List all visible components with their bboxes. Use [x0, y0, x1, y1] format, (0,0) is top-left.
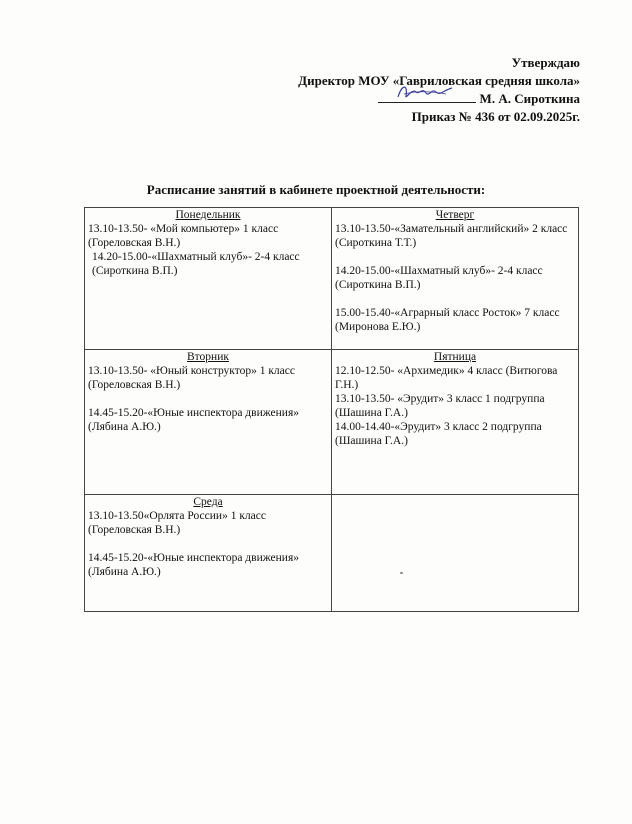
- day-heading-thursday: Четверг: [435, 209, 475, 221]
- schedule-entry: 15.00-15.40-«Аграрный класс Росток» 7 класс (Миронова Е.Ю.): [335, 307, 560, 333]
- day-heading-wednesday: Среда: [193, 496, 223, 508]
- cell-wednesday: [85, 495, 332, 612]
- schedule-entry: 13.10-13.50«Орлята России» 1 класс (Гореловская В.Н.): [88, 510, 266, 536]
- signature-scribble: [396, 82, 456, 102]
- order-reference: Приказ № 436 от 02.09.2025г.: [411, 109, 580, 124]
- cell-empty: [332, 495, 579, 612]
- schedule-entry: 13.10-13.50- «Мой компьютер» 1 класс (Гореловская В.Н.): [88, 223, 279, 249]
- schedule-entry: 13.10-13.50-«Замательный английский» 2 класс (Сироткина Т.Т.): [335, 223, 568, 249]
- schedule-entry: 14.20-15.00-«Шахматный клуб»- 2-4 класс (Сироткина В.П.): [92, 251, 300, 277]
- schedule-entry: 13.10-13.50- «Эрудит» 3 класс 1 подгруппа (Шашина Г.А.): [335, 393, 545, 419]
- schedule-entry: 14.45-15.20-«Юные инспектора движения» (Лябина А.Ю.): [88, 407, 299, 433]
- day-heading-friday: Пятница: [433, 351, 477, 363]
- signatory-name: М. А. Сироткина: [479, 91, 580, 106]
- document-title: Расписание занятий в кабинете проектной деятельности:: [146, 182, 486, 197]
- cell-monday: [85, 208, 332, 350]
- approval-block: [298, 54, 580, 126]
- approval-heading: Утверждаю: [511, 55, 580, 70]
- cell-friday: [332, 350, 579, 495]
- scan-speck: [400, 572, 403, 574]
- schedule-table: [84, 207, 579, 612]
- schedule-entry: 12.10-12.50- «Архимедик» 4 класс (Витюгова Г.Н.): [335, 365, 558, 391]
- schedule-entry: 14.00-14.40-«Эрудит» 3 класс 2 подгруппа (Шашина Г.А.): [335, 421, 542, 447]
- schedule-entry: 14.45-15.20-«Юные инспектора движения» (Лябина А.Ю.): [88, 552, 299, 578]
- approval-position: Директор МОУ «Гавриловская средняя школа»: [298, 73, 580, 88]
- signature-line: [378, 90, 476, 103]
- schedule-entry: 13.10-13.50- «Юный конструктор» 1 класс (Гореловская В.Н.): [88, 365, 295, 391]
- day-heading-monday: Понедельник: [175, 209, 241, 221]
- table-row: [85, 208, 579, 350]
- signature-row: [298, 90, 580, 108]
- cell-thursday: [332, 208, 579, 350]
- table-row: [85, 350, 579, 495]
- schedule-entry: 14.20-15.00-«Шахматный клуб»- 2-4 класс (Сироткина В.П.): [335, 265, 543, 291]
- day-heading-tuesday: Вторник: [187, 351, 229, 363]
- cell-tuesday: [85, 350, 332, 495]
- table-row: [85, 495, 579, 612]
